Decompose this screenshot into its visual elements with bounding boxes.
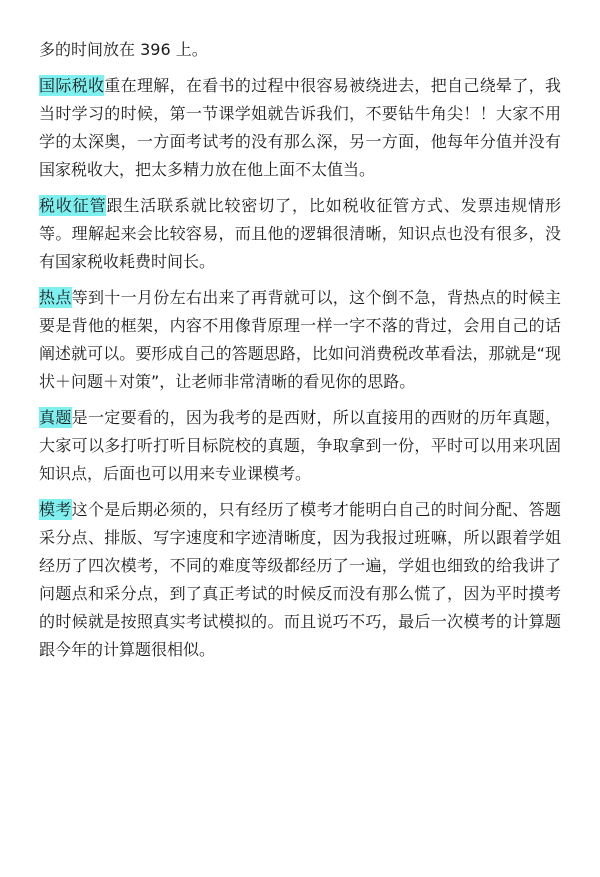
section-mock-exams bbox=[39, 496, 561, 664]
section-heading-tax-administration: 税收征管 bbox=[39, 196, 107, 215]
section-body-mock-exams: 这个是后期必须的，只有经历了模考才能明白自己的时间分配、答题采分点、排版、写字速度和字迹清晰度，因为我报过班嘛，所以跟着学姐经历了四次模考，不同的难度等级都经历了一遍，学姐也细致的给我讲了问题点和采分点，到了真正考试的时候反而没有那么慌了，因为平时摸考的时候就是按照真实考试模拟的。而且说巧不巧，最后一次模考的计算题跟今年的计算题很相似。 bbox=[39, 500, 561, 659]
section-tax-administration bbox=[39, 192, 561, 276]
section-heading-international-tax: 国际税收 bbox=[39, 76, 105, 95]
section-heading-hot-topics: 热点 bbox=[39, 288, 72, 307]
section-past-papers bbox=[39, 404, 561, 488]
intro-line: 多的时间放在 396 上。 bbox=[39, 40, 208, 59]
section-body-past-papers: 是一定要看的，因为我考的是西财，所以直接用的西财的历年真题，大家可以多打听打听目标院校的真题，争取拿到一份，平时可以用来巩固知识点，后面也可以用来专业课模考。 bbox=[39, 408, 561, 483]
section-international-tax bbox=[39, 72, 561, 184]
section-heading-past-papers: 真题 bbox=[39, 408, 72, 427]
section-body-hot-topics: 等到十一月份左右出来了再背就可以，这个倒不急，背热点的时候主要是背他的框架，内容不用像背原理一样一字不落的背过，会用自己的话阐述就可以。要形成自己的答题思路，比如问消费税改革看法，那就是“现状＋问题＋对策”，让老师非常清晰的看见你的思路。 bbox=[39, 288, 561, 391]
section-hot-topics bbox=[39, 284, 561, 396]
section-heading-mock-exams: 模考 bbox=[39, 500, 72, 519]
section-body-tax-administration: 跟生活联系就比较密切了，比如税收征管方式、发票违规情形等。理解起来会比较容易，而且他的逻辑很清晰，知识点也没有很多，没有国家税收耗费时间长。 bbox=[39, 196, 561, 271]
document-body bbox=[39, 36, 561, 664]
section-body-international-tax: 重在理解，在看书的过程中很容易被绕进去，把自己绕晕了，我当时学习的时候，第一节课学姐就告诉我们，不要钻牛角尖！！大家不用学的太深奥，一方面考试考的没有那么深，另一方面，他每年分值并没有国家税收大，把太多精力放在他上面不太值当。 bbox=[39, 76, 561, 179]
